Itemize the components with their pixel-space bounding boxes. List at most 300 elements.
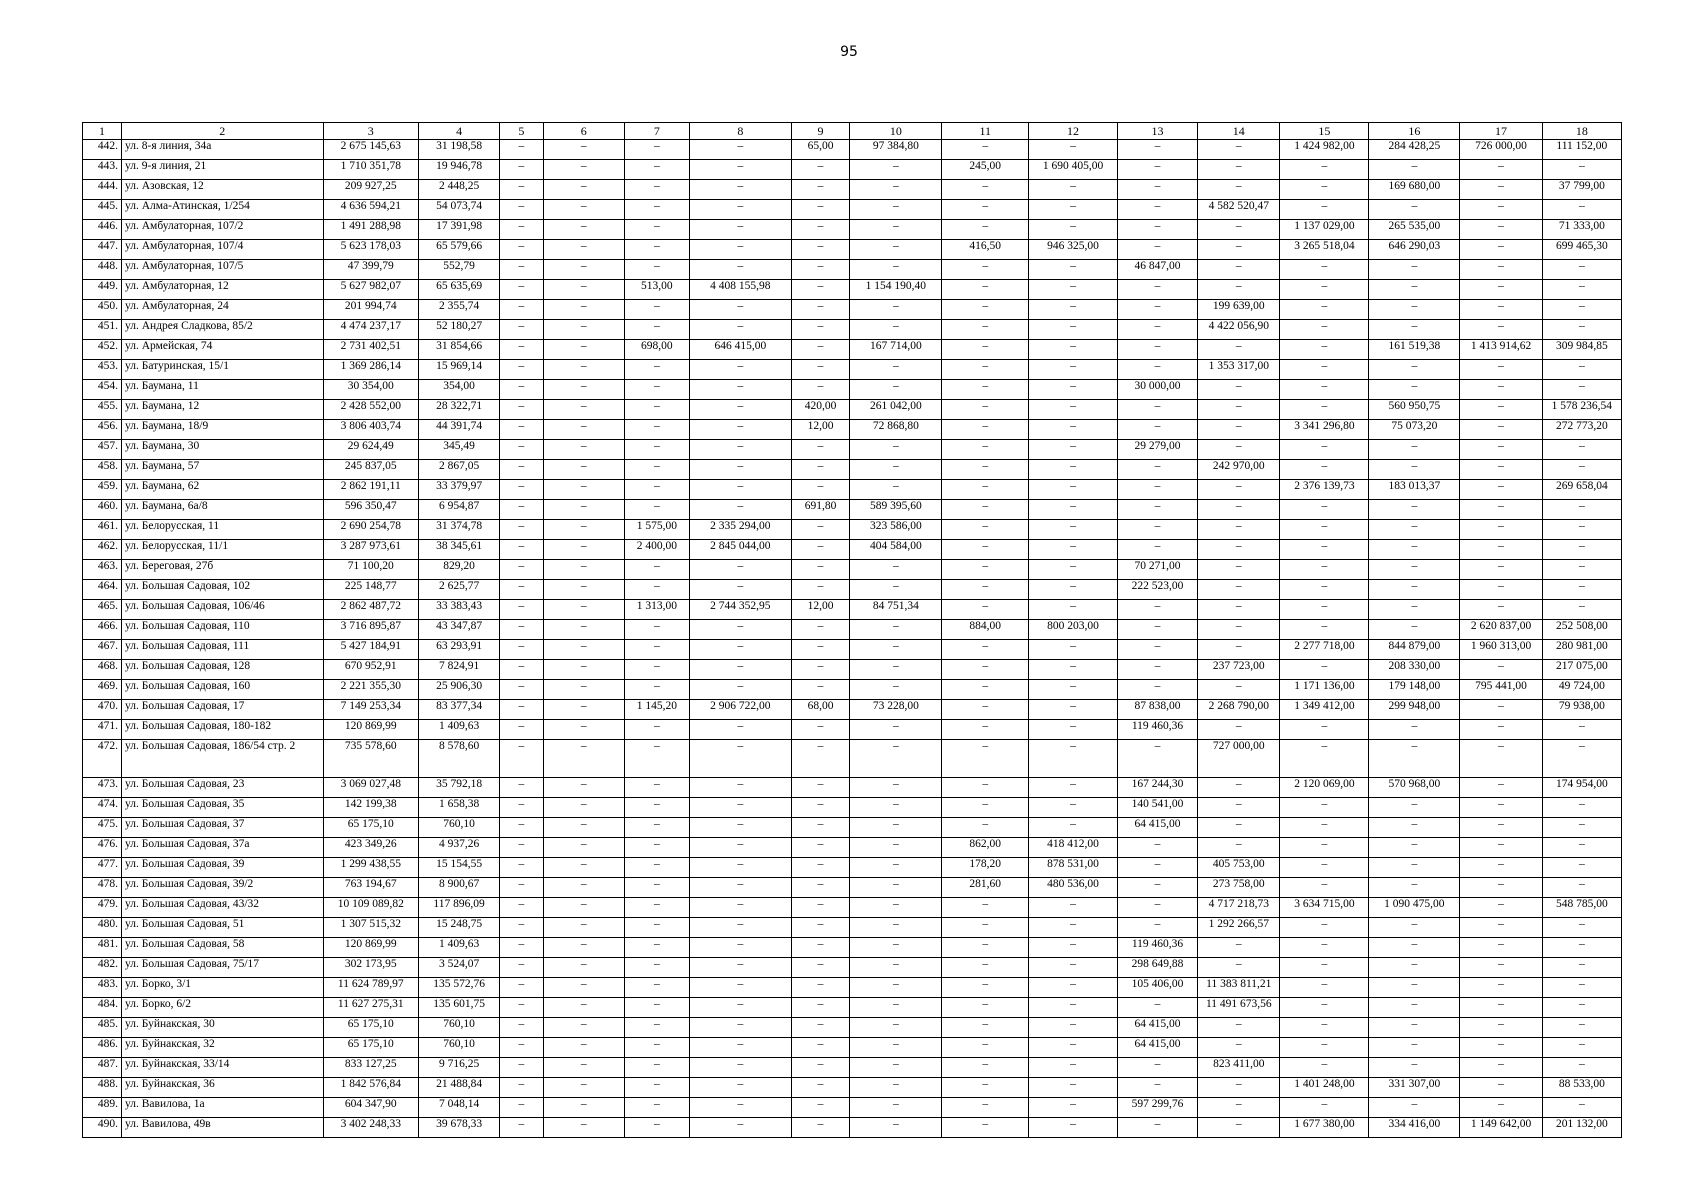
value-cell: – (1460, 978, 1542, 998)
value-cell: – (500, 938, 543, 958)
value-cell: – (1280, 1018, 1369, 1038)
value-cell: 4 422 056,90 (1198, 320, 1280, 340)
table-row (83, 740, 1622, 778)
row-number: 448. (83, 260, 122, 280)
value-cell: – (1280, 580, 1369, 600)
column-header: 1 (83, 123, 122, 140)
value-cell: – (791, 280, 850, 300)
value-cell: – (500, 1078, 543, 1098)
value-cell: – (850, 1058, 942, 1078)
value-cell: 646 290,03 (1369, 240, 1460, 260)
value-cell: 64 415,00 (1117, 818, 1197, 838)
value-cell: 284 428,25 (1369, 140, 1460, 160)
value-cell: – (543, 660, 624, 680)
column-header: 14 (1198, 123, 1280, 140)
address-cell: ул. Большая Садовая, 75/17 (122, 958, 324, 978)
value-cell: 117 896,09 (418, 898, 499, 918)
value-cell: – (624, 998, 689, 1018)
table-row (83, 240, 1622, 260)
value-cell: 418 412,00 (1029, 838, 1118, 858)
value-cell: 570 968,00 (1369, 778, 1460, 798)
value-cell: – (1460, 180, 1542, 200)
row-number: 458. (83, 460, 122, 480)
value-cell: 309 984,85 (1542, 340, 1621, 360)
value-cell: – (1542, 818, 1621, 838)
value-cell: – (1280, 280, 1369, 300)
value-cell: – (1369, 978, 1460, 998)
value-cell: – (1460, 818, 1542, 838)
value-cell: – (791, 520, 850, 540)
value-cell: – (1117, 660, 1197, 680)
table-row (83, 380, 1622, 400)
value-cell: – (850, 480, 942, 500)
value-cell: 334 416,00 (1369, 1118, 1460, 1138)
value-cell: 222 523,00 (1117, 580, 1197, 600)
value-cell: – (1280, 878, 1369, 898)
value-cell: – (1460, 660, 1542, 680)
row-number: 472. (83, 740, 122, 778)
value-cell: – (689, 838, 791, 858)
table-row (83, 700, 1622, 720)
table-row (83, 918, 1622, 938)
value-cell: 5 427 184,91 (323, 640, 418, 660)
value-cell: – (942, 700, 1029, 720)
value-cell: 111 152,00 (1542, 140, 1621, 160)
value-cell: – (1029, 1038, 1118, 1058)
row-number: 480. (83, 918, 122, 938)
row-number: 449. (83, 280, 122, 300)
address-cell: ул. Борко, 3/1 (122, 978, 324, 998)
value-cell: – (543, 1058, 624, 1078)
value-cell: 281,60 (942, 878, 1029, 898)
value-cell: 75 073,20 (1369, 420, 1460, 440)
value-cell: 65 175,10 (323, 818, 418, 838)
table-row (83, 640, 1622, 660)
value-cell: – (1369, 300, 1460, 320)
value-cell: 4 474 237,17 (323, 320, 418, 340)
value-cell: 5 627 982,07 (323, 280, 418, 300)
value-cell: 140 541,00 (1117, 798, 1197, 818)
value-cell: – (942, 978, 1029, 998)
address-cell: ул. Большая Садовая, 180-182 (122, 720, 324, 740)
value-cell: – (1029, 400, 1118, 420)
value-cell: – (1460, 740, 1542, 778)
value-cell: – (791, 460, 850, 480)
value-cell: – (624, 320, 689, 340)
value-cell: – (543, 180, 624, 200)
value-cell: – (1029, 560, 1118, 580)
value-cell: 65 579,66 (418, 240, 499, 260)
value-cell: – (543, 998, 624, 1018)
value-cell: 1 578 236,54 (1542, 400, 1621, 420)
value-cell: – (689, 898, 791, 918)
table-row (83, 998, 1622, 1018)
value-cell: 480 536,00 (1029, 878, 1118, 898)
value-cell: – (500, 140, 543, 160)
value-cell: 727 000,00 (1198, 740, 1280, 778)
column-header: 10 (850, 123, 942, 140)
column-header: 3 (323, 123, 418, 140)
value-cell: – (1029, 660, 1118, 680)
table-row (83, 400, 1622, 420)
value-cell: – (1369, 560, 1460, 580)
value-cell: 7 048,14 (418, 1098, 499, 1118)
table-row (83, 958, 1622, 978)
row-number: 467. (83, 640, 122, 660)
value-cell: – (689, 560, 791, 580)
value-cell: – (942, 420, 1029, 440)
value-cell: – (543, 340, 624, 360)
value-cell: 46 847,00 (1117, 260, 1197, 280)
value-cell: – (500, 640, 543, 660)
value-cell: 120 869,99 (323, 720, 418, 740)
value-cell: – (942, 320, 1029, 340)
value-cell: – (1029, 440, 1118, 460)
value-cell: – (1198, 380, 1280, 400)
value-cell: – (624, 878, 689, 898)
table-row (83, 898, 1622, 918)
value-cell: 47 399,79 (323, 260, 418, 280)
value-cell: – (500, 480, 543, 500)
value-cell: – (543, 1078, 624, 1098)
value-cell: – (1198, 938, 1280, 958)
value-cell: – (1542, 320, 1621, 340)
value-cell: – (543, 620, 624, 640)
value-cell: – (689, 978, 791, 998)
value-cell: – (500, 240, 543, 260)
value-cell: 31 854,66 (418, 340, 499, 360)
value-cell: – (1198, 778, 1280, 798)
value-cell: 84 751,34 (850, 600, 942, 620)
value-cell: – (850, 798, 942, 818)
value-cell: 299 948,00 (1369, 700, 1460, 720)
value-cell: 183 013,37 (1369, 480, 1460, 500)
value-cell: – (1280, 560, 1369, 580)
value-cell: – (1029, 1118, 1118, 1138)
value-cell: – (1198, 580, 1280, 600)
value-cell: 142 199,38 (323, 798, 418, 818)
value-cell: – (500, 600, 543, 620)
value-cell: – (850, 1018, 942, 1038)
table-row (83, 420, 1622, 440)
value-cell: – (850, 680, 942, 700)
value-cell: – (500, 1038, 543, 1058)
value-cell: – (1198, 680, 1280, 700)
value-cell: – (624, 560, 689, 580)
table-row (83, 580, 1622, 600)
value-cell: 11 627 275,31 (323, 998, 418, 1018)
value-cell: – (791, 740, 850, 778)
value-cell: – (624, 720, 689, 740)
row-number: 482. (83, 958, 122, 978)
row-number: 470. (83, 700, 122, 720)
value-cell: – (1117, 160, 1197, 180)
value-cell: 1 658,38 (418, 798, 499, 818)
value-cell: – (689, 420, 791, 440)
value-cell: – (791, 580, 850, 600)
value-cell: – (1198, 798, 1280, 818)
value-cell: – (850, 1098, 942, 1118)
value-cell: – (1369, 440, 1460, 460)
row-number: 451. (83, 320, 122, 340)
value-cell: – (1542, 720, 1621, 740)
value-cell: – (791, 720, 850, 740)
value-cell: 38 345,61 (418, 540, 499, 560)
value-cell: – (500, 1098, 543, 1118)
value-cell: – (942, 480, 1029, 500)
value-cell: 31 198,58 (418, 140, 499, 160)
value-cell: – (942, 200, 1029, 220)
value-cell: – (689, 938, 791, 958)
value-cell: – (1029, 280, 1118, 300)
row-number: 464. (83, 580, 122, 600)
value-cell: 21 488,84 (418, 1078, 499, 1098)
value-cell: – (543, 938, 624, 958)
value-cell: – (942, 400, 1029, 420)
table-row (83, 200, 1622, 220)
value-cell: 1 409,63 (418, 938, 499, 958)
column-header: 2 (122, 123, 324, 140)
value-cell: – (1280, 918, 1369, 938)
value-cell: – (500, 898, 543, 918)
value-cell: – (791, 360, 850, 380)
value-cell: 1 149 642,00 (1460, 1118, 1542, 1138)
value-cell: 28 322,71 (418, 400, 499, 420)
value-cell: – (500, 700, 543, 720)
value-cell: – (689, 240, 791, 260)
value-cell: – (1198, 838, 1280, 858)
value-cell: – (942, 660, 1029, 680)
value-cell: 878 531,00 (1029, 858, 1118, 878)
row-number: 457. (83, 440, 122, 460)
value-cell: – (624, 778, 689, 798)
row-number: 444. (83, 180, 122, 200)
value-cell: – (1198, 1078, 1280, 1098)
value-cell: – (1542, 918, 1621, 938)
value-cell: – (1460, 200, 1542, 220)
value-cell: – (1460, 600, 1542, 620)
value-cell: – (850, 838, 942, 858)
value-cell: – (1460, 958, 1542, 978)
column-header: 7 (624, 123, 689, 140)
value-cell: – (1029, 778, 1118, 798)
value-cell: 1 292 266,57 (1198, 918, 1280, 938)
value-cell: – (850, 300, 942, 320)
value-cell: – (1542, 798, 1621, 818)
row-number: 481. (83, 938, 122, 958)
value-cell: 2 376 139,73 (1280, 480, 1369, 500)
value-cell: – (850, 560, 942, 580)
row-number: 485. (83, 1018, 122, 1038)
value-cell: – (850, 938, 942, 958)
value-cell: – (1369, 600, 1460, 620)
value-cell: 64 415,00 (1117, 1038, 1197, 1058)
value-cell: – (624, 1038, 689, 1058)
value-cell: – (942, 220, 1029, 240)
value-cell: – (624, 958, 689, 978)
table-row (83, 300, 1622, 320)
value-cell: – (1029, 918, 1118, 938)
value-cell: – (850, 240, 942, 260)
value-cell: – (1542, 580, 1621, 600)
value-cell: – (1542, 380, 1621, 400)
value-cell: – (689, 818, 791, 838)
value-cell: 135 572,76 (418, 978, 499, 998)
value-cell: – (1460, 1018, 1542, 1038)
value-cell: 3 341 296,80 (1280, 420, 1369, 440)
value-cell: – (1117, 220, 1197, 240)
value-cell: – (942, 520, 1029, 540)
table-row (83, 1058, 1622, 1078)
value-cell: – (1280, 938, 1369, 958)
value-cell: – (850, 878, 942, 898)
value-cell: 6 954,87 (418, 500, 499, 520)
value-cell: – (1117, 320, 1197, 340)
value-cell: – (791, 978, 850, 998)
value-cell: – (1460, 160, 1542, 180)
value-cell: – (1369, 938, 1460, 958)
value-cell: – (1460, 700, 1542, 720)
value-cell: – (543, 220, 624, 240)
value-cell: – (500, 958, 543, 978)
value-cell: – (791, 938, 850, 958)
value-cell: – (791, 540, 850, 560)
value-cell: – (689, 740, 791, 778)
value-cell: – (500, 838, 543, 858)
column-header: 17 (1460, 123, 1542, 140)
table-row (83, 520, 1622, 540)
value-cell: 269 658,04 (1542, 480, 1621, 500)
value-cell: 760,10 (418, 1018, 499, 1038)
value-cell: – (1117, 400, 1197, 420)
value-cell: 2 862 487,72 (323, 600, 418, 620)
value-cell: – (1280, 200, 1369, 220)
value-cell: 119 460,36 (1117, 938, 1197, 958)
value-cell: – (850, 778, 942, 798)
data-table-container (82, 122, 1622, 1138)
value-cell: – (1542, 520, 1621, 540)
address-cell: ул. Армейская, 74 (122, 340, 324, 360)
value-cell: – (500, 160, 543, 180)
value-cell: – (1542, 600, 1621, 620)
value-cell: – (689, 380, 791, 400)
value-cell: 552,79 (418, 260, 499, 280)
value-cell: 208 330,00 (1369, 660, 1460, 680)
value-cell: – (1198, 640, 1280, 660)
value-cell: – (500, 460, 543, 480)
value-cell: 7 149 253,34 (323, 700, 418, 720)
value-cell: – (1117, 240, 1197, 260)
value-cell: – (1029, 640, 1118, 660)
value-cell: 237 723,00 (1198, 660, 1280, 680)
value-cell: – (543, 978, 624, 998)
table-row (83, 878, 1622, 898)
value-cell: 44 391,74 (418, 420, 499, 440)
value-cell: – (1460, 580, 1542, 600)
value-cell: 4 408 155,98 (689, 280, 791, 300)
row-number: 489. (83, 1098, 122, 1118)
value-cell: – (500, 280, 543, 300)
value-cell: – (1117, 878, 1197, 898)
address-cell: ул. Большая Садовая, 111 (122, 640, 324, 660)
address-cell: ул. 9-я линия, 21 (122, 160, 324, 180)
column-header: 15 (1280, 123, 1369, 140)
value-cell: 7 824,91 (418, 660, 499, 680)
value-cell: – (850, 958, 942, 978)
value-cell: 1 842 576,84 (323, 1078, 418, 1098)
value-cell: – (624, 1058, 689, 1078)
value-cell: – (1369, 620, 1460, 640)
value-cell: 946 325,00 (1029, 240, 1118, 260)
value-cell: – (1029, 180, 1118, 200)
value-cell: – (1280, 798, 1369, 818)
value-cell: 735 578,60 (323, 740, 418, 778)
value-cell: 884,00 (942, 620, 1029, 640)
address-cell: ул. Баумана, 62 (122, 480, 324, 500)
value-cell: – (500, 878, 543, 898)
value-cell: 12,00 (791, 600, 850, 620)
value-cell: 698,00 (624, 340, 689, 360)
value-cell: – (791, 998, 850, 1018)
value-cell: – (1280, 360, 1369, 380)
value-cell: 1 171 136,00 (1280, 680, 1369, 700)
value-cell: – (543, 240, 624, 260)
value-cell: 209 927,25 (323, 180, 418, 200)
value-cell: – (1369, 1098, 1460, 1118)
value-cell: – (624, 240, 689, 260)
value-cell: – (850, 1038, 942, 1058)
value-cell: – (500, 400, 543, 420)
value-cell: – (942, 540, 1029, 560)
value-cell: 2 428 552,00 (323, 400, 418, 420)
value-cell: – (1029, 798, 1118, 818)
value-cell: – (1369, 958, 1460, 978)
column-header: 13 (1117, 123, 1197, 140)
value-cell: 242 970,00 (1198, 460, 1280, 480)
address-cell: ул. Азовская, 12 (122, 180, 324, 200)
value-cell: – (689, 858, 791, 878)
row-number: 474. (83, 798, 122, 818)
value-cell: 1 299 438,55 (323, 858, 418, 878)
value-cell: 2 744 352,95 (689, 600, 791, 620)
value-cell: – (1460, 520, 1542, 540)
value-cell: – (1369, 500, 1460, 520)
value-cell: 589 395,60 (850, 500, 942, 520)
value-cell: – (543, 878, 624, 898)
value-cell: – (1542, 500, 1621, 520)
value-cell: 331 307,00 (1369, 1078, 1460, 1098)
value-cell: – (1280, 1098, 1369, 1118)
value-cell: – (791, 1038, 850, 1058)
value-cell: – (1369, 918, 1460, 938)
row-number: 463. (83, 560, 122, 580)
value-cell: – (1460, 360, 1542, 380)
value-cell: – (1369, 998, 1460, 1018)
value-cell: – (1198, 500, 1280, 520)
value-cell: 43 347,87 (418, 620, 499, 640)
value-cell: – (543, 460, 624, 480)
table-row (83, 1118, 1622, 1138)
value-cell: – (1542, 878, 1621, 898)
value-cell: – (543, 700, 624, 720)
column-header: 12 (1029, 123, 1118, 140)
value-cell: – (1280, 440, 1369, 460)
value-cell: – (689, 140, 791, 160)
value-cell: – (543, 680, 624, 700)
value-cell: 404 584,00 (850, 540, 942, 560)
value-cell: – (1460, 460, 1542, 480)
value-cell: – (1369, 818, 1460, 838)
